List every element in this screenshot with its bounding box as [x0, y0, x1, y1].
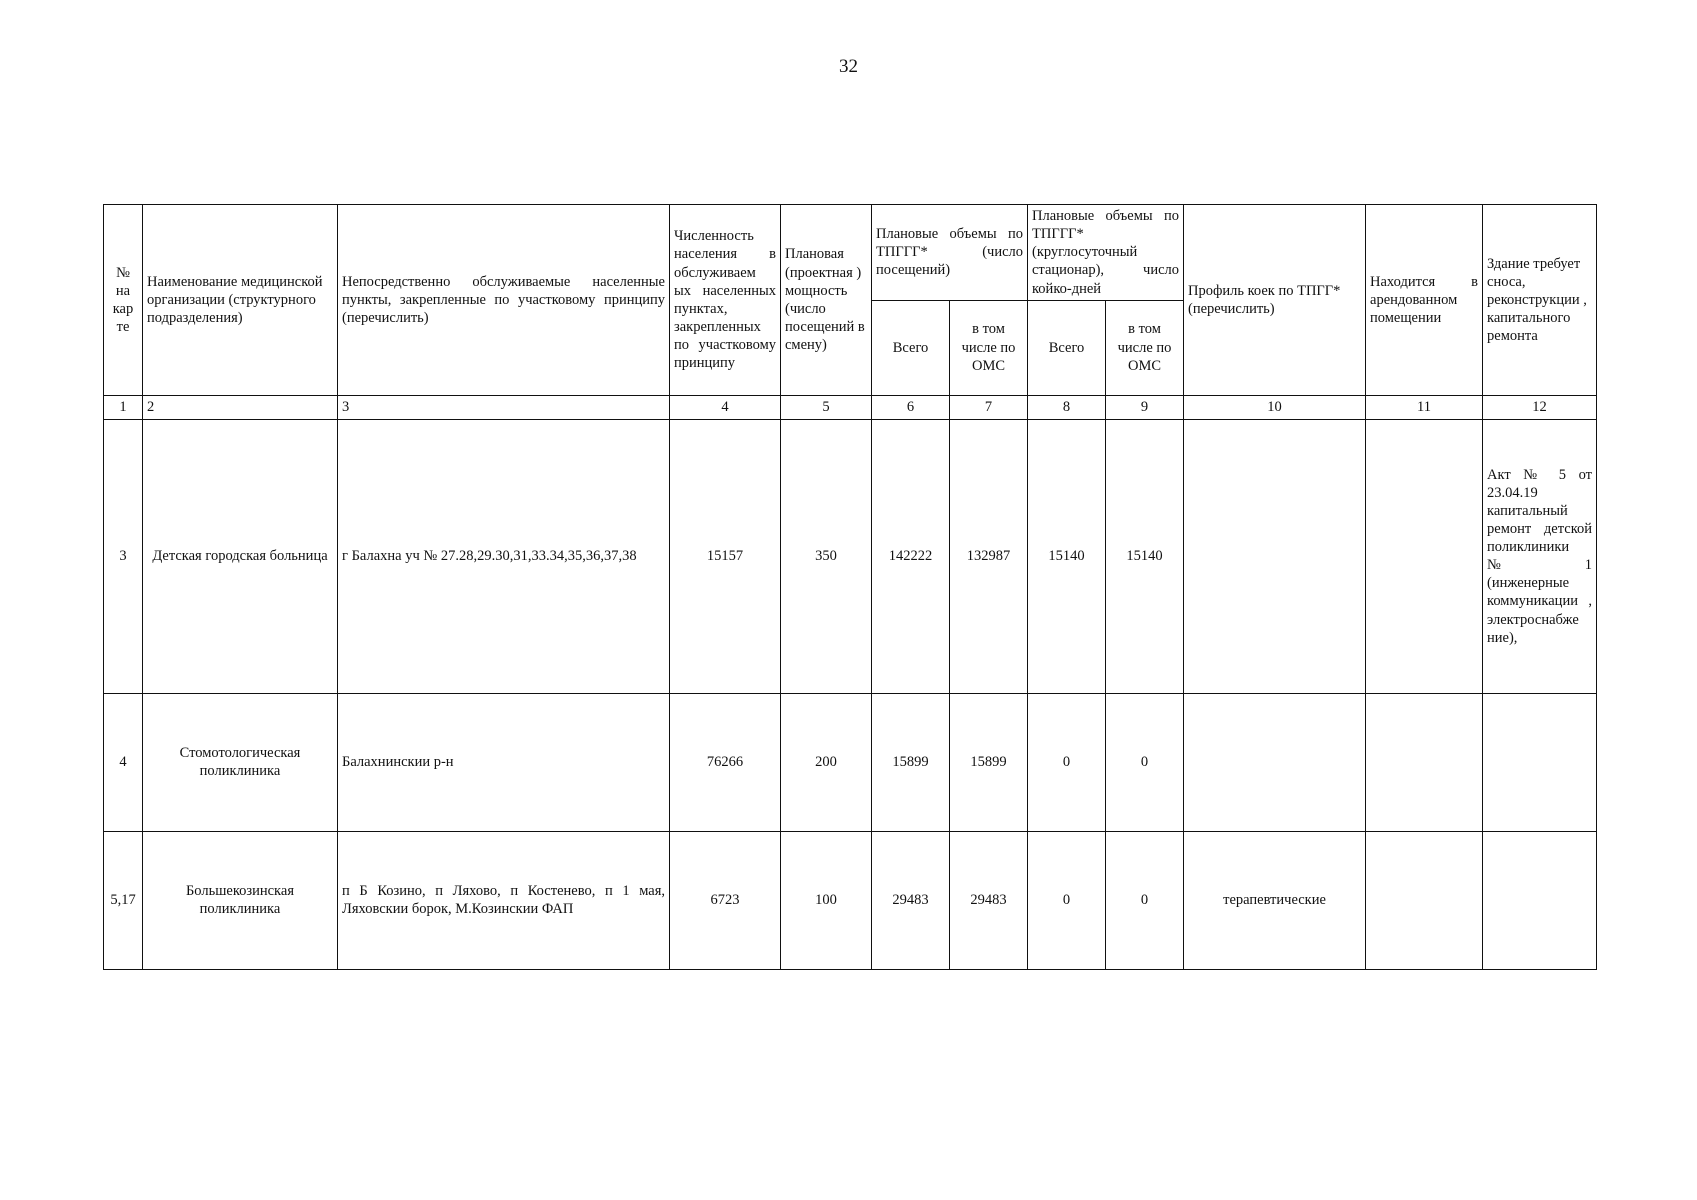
cell-rented: [1366, 831, 1483, 969]
cell-beds-total: 15140: [1028, 419, 1106, 693]
header-organization-name: Наименование медицинской организации (структурного подразделения): [143, 205, 338, 396]
cell-rented: [1366, 419, 1483, 693]
cell-capacity: 200: [781, 693, 872, 831]
cell-organization-name: Стомотологическая поликлиника: [143, 693, 338, 831]
column-number: 3: [338, 395, 670, 419]
header-beds-group: Плановые объемы по ТПГГГ* (круглосуточный стационар), число койко-дней: [1028, 205, 1184, 301]
cell-population: 6723: [670, 831, 781, 969]
cell-capacity: 350: [781, 419, 872, 693]
column-number: 10: [1184, 395, 1366, 419]
header-bed-profile: Профиль коек по ТПГГ* (перечислить): [1184, 205, 1366, 396]
header-building: Здание требует сноса, реконструкции , капитального ремонта: [1483, 205, 1597, 396]
cell-population: 76266: [670, 693, 781, 831]
cell-visits-oms: 29483: [950, 831, 1028, 969]
cell-beds-oms: 0: [1106, 831, 1184, 969]
column-number: 4: [670, 395, 781, 419]
cell-settlements: Балахнинскии р-н: [338, 693, 670, 831]
cell-visits-total: 15899: [872, 693, 950, 831]
medical-organizations-table: [103, 204, 1597, 970]
table-row: [104, 831, 1597, 969]
column-number: 7: [950, 395, 1028, 419]
cell-visits-total: 29483: [872, 831, 950, 969]
header-beds-oms: в том числе по ОМС: [1106, 300, 1184, 395]
header-map-number: № на кар те: [104, 205, 143, 396]
cell-beds-oms: 15140: [1106, 419, 1184, 693]
cell-beds-total: 0: [1028, 693, 1106, 831]
page-number: 32: [839, 56, 858, 77]
table-row: [104, 693, 1597, 831]
column-number: 12: [1483, 395, 1597, 419]
cell-beds-oms: 0: [1106, 693, 1184, 831]
cell-rented: [1366, 693, 1483, 831]
cell-capacity: 100: [781, 831, 872, 969]
cell-settlements: п Б Козино, п Ляхово, п Костенево, п 1 мая, Ляховскии борок, М.Козинскии ФАП: [338, 831, 670, 969]
column-number: 1: [104, 395, 143, 419]
column-number: 5: [781, 395, 872, 419]
header-visits-group: Плановые объемы по ТПГГГ* (число посещений): [872, 205, 1028, 301]
header-rented: Находится в арендованном помещении: [1366, 205, 1483, 396]
cell-building: [1483, 831, 1597, 969]
column-number: 2: [143, 395, 338, 419]
header-population: Численность населения в обслуживаем ых населенных пунктах, закрепленных по участковому принципу: [670, 205, 781, 396]
header-beds-total: Всего: [1028, 300, 1106, 395]
column-number: 11: [1366, 395, 1483, 419]
cell-map-number: 4: [104, 693, 143, 831]
column-number: 9: [1106, 395, 1184, 419]
header-visits-oms: в том числе по ОМС: [950, 300, 1028, 395]
table-row: [104, 419, 1597, 693]
cell-bed-profile: [1184, 693, 1366, 831]
header-row-1: [104, 205, 1597, 301]
cell-visits-total: 142222: [872, 419, 950, 693]
column-number-row: [104, 395, 1597, 419]
cell-population: 15157: [670, 419, 781, 693]
cell-visits-oms: 132987: [950, 419, 1028, 693]
cell-organization-name: Большекозинская поликлиника: [143, 831, 338, 969]
cell-visits-oms: 15899: [950, 693, 1028, 831]
cell-map-number: 3: [104, 419, 143, 693]
cell-building: Акт № 5 от 23.04.19 капитальный ремонт детской поликлиники №1 (инженерные коммуникации , электроснабже ние),: [1483, 419, 1597, 693]
column-number: 8: [1028, 395, 1106, 419]
cell-bed-profile: терапевтические: [1184, 831, 1366, 969]
cell-settlements: г Балахна уч № 27.28,29.30,31,33.34,35,36,37,38: [338, 419, 670, 693]
cell-bed-profile: [1184, 419, 1366, 693]
cell-organization-name: Детская городская больница: [143, 419, 338, 693]
cell-building: [1483, 693, 1597, 831]
header-visits-total: Всего: [872, 300, 950, 395]
cell-beds-total: 0: [1028, 831, 1106, 969]
cell-map-number: 5,17: [104, 831, 143, 969]
column-number: 6: [872, 395, 950, 419]
header-capacity: Плановая (проектная ) мощность (число посещений в смену): [781, 205, 872, 396]
header-settlements: Непосредственно обслуживаемые населенные пункты, закрепленные по участковому принципу (перечислить): [338, 205, 670, 396]
